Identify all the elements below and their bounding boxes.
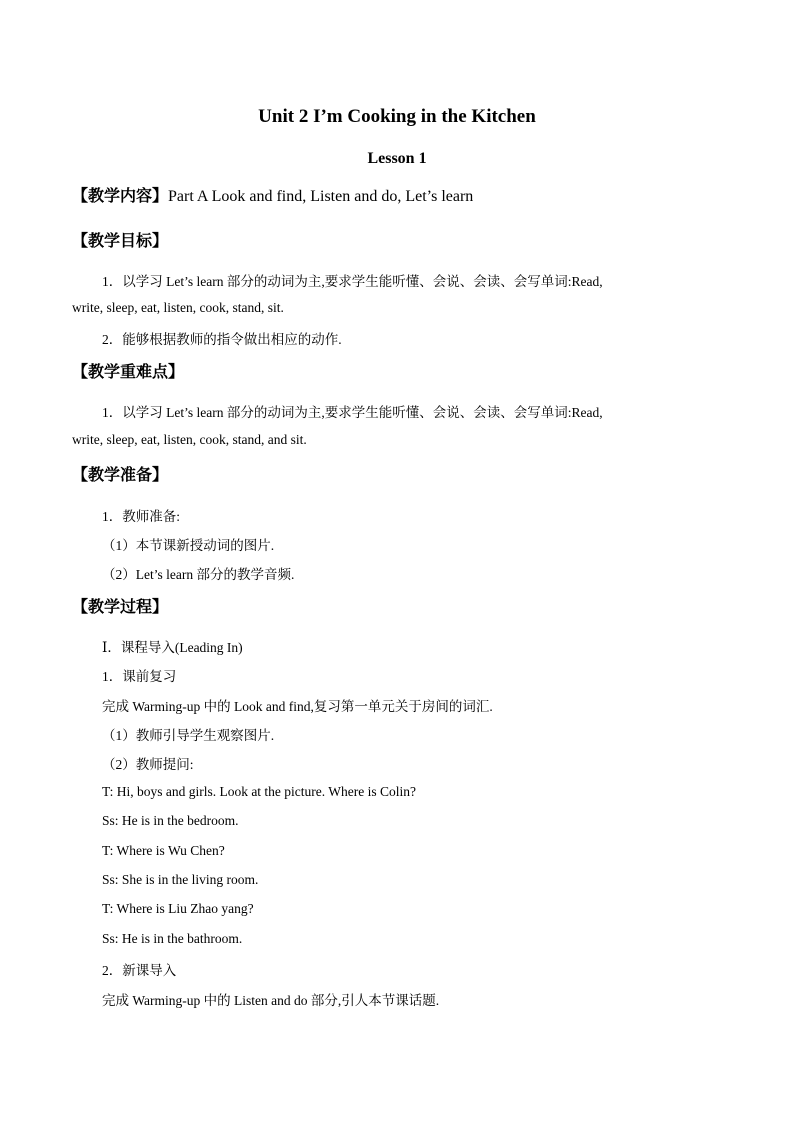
objectives-heading: 【教学目标】 <box>72 233 169 250</box>
process-step-1-sub-1: （1）教师引导学生观察图片. <box>102 728 275 743</box>
preparation-item-1: 1．教师准备: <box>102 509 181 524</box>
dialogue-line: T: Hi, boys and girls. Look at the picture. Where is Colin? <box>102 784 417 799</box>
objective-1-line-2: write, sleep, eat, listen, cook, stand, sit. <box>72 300 284 315</box>
teaching-content-label: 【教学内容】 <box>72 188 169 205</box>
teaching-content <box>72 183 473 206</box>
key-points-line-2: write, sleep, eat, listen, cook, stand, and sit. <box>72 432 307 447</box>
dialogue-line: Ss: He is in the bedroom. <box>102 813 239 828</box>
dialogue-line: T: Where is Liu Zhao yang? <box>102 901 254 916</box>
objective-1-line-1: 1．以学习 Let’s learn 部分的动词为主,要求学生能听懂、会说、会读、会写单词:Read, <box>102 274 603 289</box>
lesson-subtitle: Lesson 1 <box>367 150 427 167</box>
process-step-1: 1．课前复习 <box>102 669 177 684</box>
objective-2: 2．能够根据教师的指令做出相应的动作. <box>102 332 342 347</box>
process-step-1-desc: 完成 Warming-up 中的 Look and find,复习第一单元关于房间的词汇. <box>102 699 493 714</box>
process-heading: 【教学过程】 <box>72 599 169 616</box>
dialogue-line: Ss: He is in the bathroom. <box>102 931 243 946</box>
key-points-heading: 【教学重难点】 <box>72 364 185 381</box>
dialogue-line: Ss: She is in the living room. <box>102 872 259 887</box>
document-title: Unit 2 I’m Cooking in the Kitchen <box>258 106 536 127</box>
teaching-content-text: Part A Look and find, Listen and do, Let’s learn <box>168 188 474 205</box>
process-step-1-sub-2: （2）教师提问: <box>102 757 194 772</box>
preparation-heading: 【教学准备】 <box>72 467 169 484</box>
preparation-sub-1: （1）本节课新授动词的图片. <box>102 538 275 553</box>
process-step-2-desc: 完成 Warming-up 中的 Listen and do 部分,引人本节课话题. <box>102 993 440 1008</box>
process-step-2: 2．新课导入 <box>102 963 177 978</box>
dialogue-line: T: Where is Wu Chen? <box>102 843 225 858</box>
preparation-sub-2: （2）Let’s learn 部分的教学音频. <box>102 567 295 582</box>
process-section-1: Ⅰ．课程导入(Leading In) <box>102 640 243 655</box>
key-points-line-1: 1．以学习 Let’s learn 部分的动词为主,要求学生能听懂、会说、会读、会写单词:Read, <box>102 405 603 420</box>
